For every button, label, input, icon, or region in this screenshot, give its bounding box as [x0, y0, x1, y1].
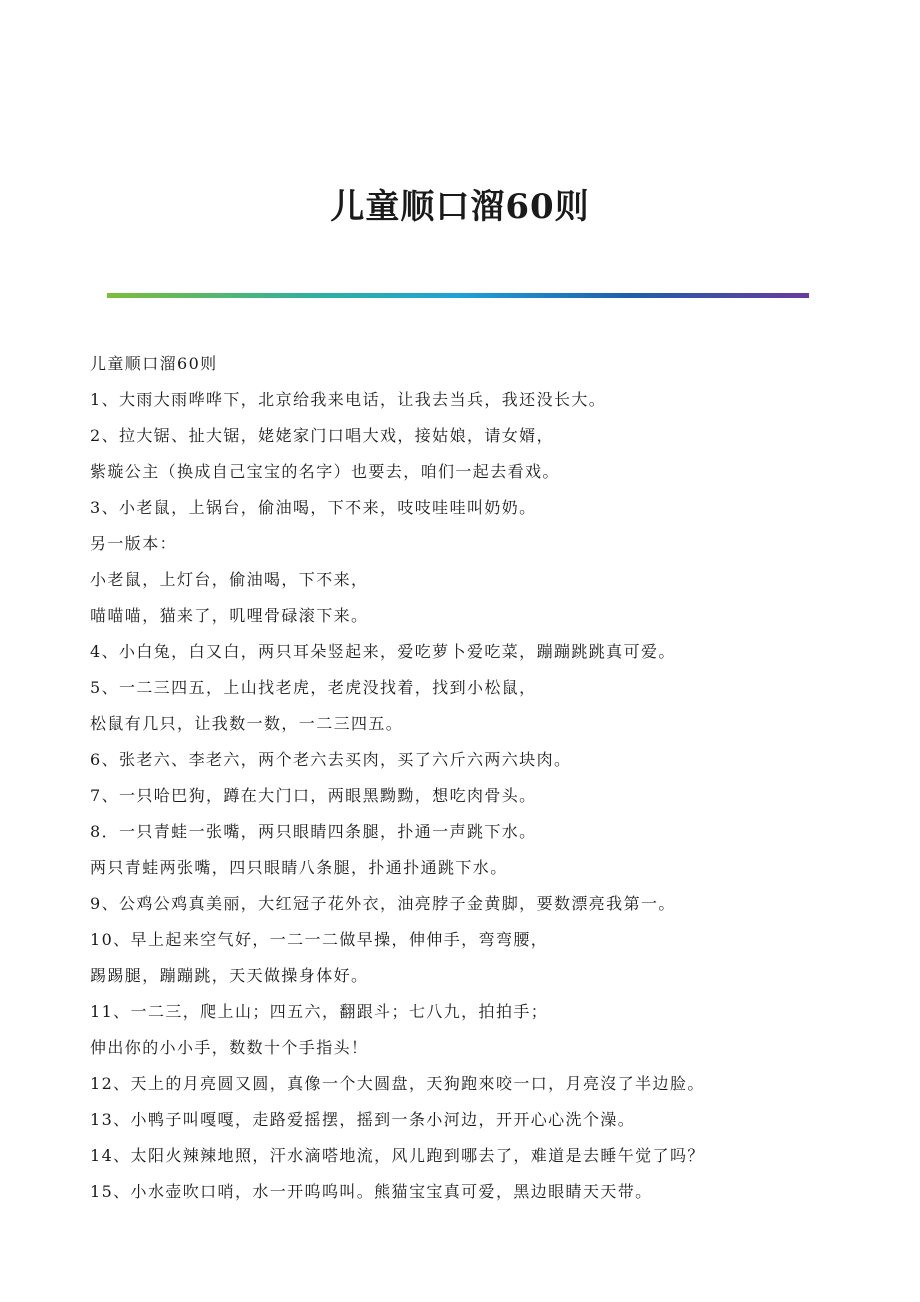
document-title: 儿童顺口溜60则	[330, 187, 590, 227]
body-line: 小老鼠，上灯台，偷油喝，下不来，	[90, 570, 369, 589]
body-line: 7、一只哈巴狗，蹲在大门口，两眼黑黝黝，想吃肉骨头。	[90, 786, 537, 805]
body-line: 11、一二三，爬上山；四五六，翻跟斗；七八九，拍拍手；	[90, 1002, 549, 1021]
body-line: 5、一二三四五，上山找老虎，老虎没找着，找到小松鼠，	[90, 678, 537, 697]
body-line: 9、公鸡公鸡真美丽，大红冠子花外衣，油亮脖子金黄脚，要数漂亮我第一。	[90, 894, 676, 913]
body-line: 2、拉大锯、扯大锯，姥姥家门口唱大戏，接姑娘，请女婿，	[90, 426, 554, 445]
body-line: 6、张老六、李老六，两个老六去买肉，买了六斤六两六块肉。	[90, 750, 572, 769]
body-line: 喵喵喵，猫来了，叽哩骨碌滚下来。	[90, 606, 369, 625]
body-line: 12、天上的月亮圆又圆，真像一个大圆盘，天狗跑來咬一口，月亮沒了半边脸。	[90, 1074, 705, 1093]
body-line: 15、小水壶吹口哨，水一开呜呜叫。熊猫宝宝真可爱，黑边眼睛天天带。	[90, 1182, 653, 1201]
title-divider	[107, 293, 809, 298]
body-line: 松鼠有几只，让我数一数，一二三四五。	[90, 714, 404, 733]
body-heading: 儿童顺口溜60则	[90, 354, 218, 373]
body-line: 8．一只青蛙一张嘴，两只眼睛四条腿，扑通一声跳下水。	[90, 822, 537, 841]
body-line: 紫璇公主（换成自己宝宝的名字）也要去，咱们一起去看戏。	[90, 462, 560, 481]
body-line: 伸出你的小小手，数数十个手指头！	[90, 1038, 369, 1057]
body-line: 14、太阳火辣辣地照，汗水滴嗒地流，风儿跑到哪去了，难道是去睡午觉了吗？	[90, 1146, 705, 1165]
document-body	[90, 346, 850, 1210]
body-line: 3、小老鼠，上锅台，偷油喝，下不来，吱吱哇哇叫奶奶。	[90, 498, 537, 517]
body-line: 另一版本：	[90, 534, 178, 553]
body-line: 13、小鸭子叫嘎嘎，走路爱摇摆，摇到一条小河边，开开心心洗个澡。	[90, 1110, 636, 1129]
body-line: 1、大雨大雨哗哗下，北京给我来电话，让我去当兵，我还没长大。	[90, 390, 607, 409]
body-line: 踢踢腿，蹦蹦跳，天天做操身体好。	[90, 966, 369, 985]
body-line: 10、早上起来空气好，一二一二做早操，伸伸手，弯弯腰，	[90, 930, 549, 949]
body-line: 两只青蛙两张嘴，四只眼睛八条腿，扑通扑通跳下水。	[90, 858, 508, 877]
body-line: 4、小白兔，白又白，两只耳朵竖起来，爱吃萝卜爱吃菜，蹦蹦跳跳真可爱。	[90, 642, 676, 661]
